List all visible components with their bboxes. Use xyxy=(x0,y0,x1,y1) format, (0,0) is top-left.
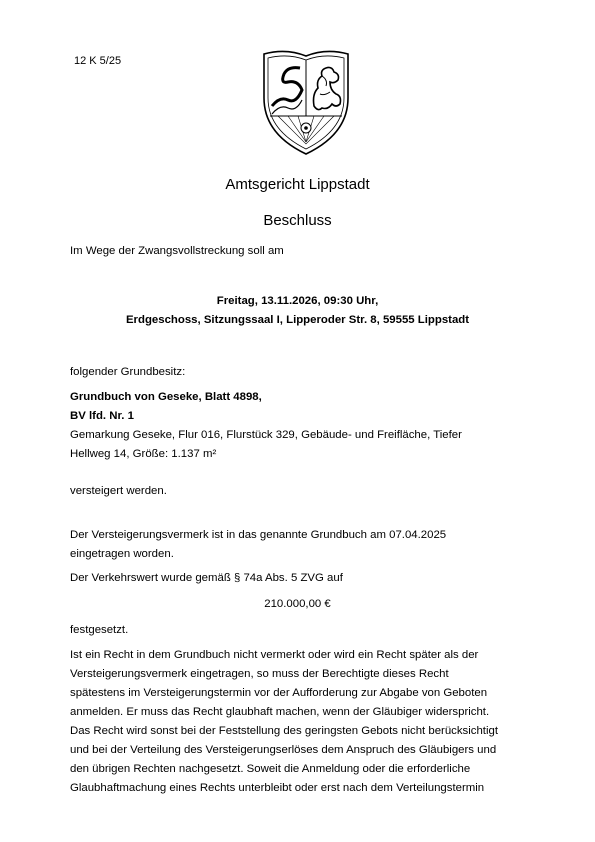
verkehrswert-amount: 210.000,00 € xyxy=(264,598,331,610)
coat-of-arms-icon xyxy=(258,46,354,158)
auction-datetime: Freitag, 13.11.2026, 09:30 Uhr, xyxy=(216,295,379,307)
bv-number: BV lfd. Nr. 1 xyxy=(70,410,134,422)
intro-text: Im Wege der Zwangsvollstreckung soll am xyxy=(70,245,284,257)
vermerk-line-2: eingetragen worden. xyxy=(70,548,174,560)
property-intro: folgender Grundbesitz: xyxy=(70,366,186,378)
vermerk-line-1: Der Versteigerungsvermerk ist in das genannte Grundbuch am 07.04.2025 xyxy=(70,529,447,541)
paragraph-line: anmelden. Er muss das Recht glaubhaft machen, wenn der Gläubiger widerspricht. xyxy=(70,706,490,718)
case-number: 12 K 5/25 xyxy=(74,55,122,67)
property-description xyxy=(70,388,540,464)
document-title: Beschluss xyxy=(263,212,332,229)
paragraph-line: Das Recht wird sonst bei der Feststellung des geringsten Gebots nicht berücksichtigt xyxy=(70,725,498,737)
grundbuch-entry: Grundbuch von Geseke, Blatt 4898, xyxy=(70,391,262,403)
vermerk-paragraph xyxy=(70,526,540,564)
paragraph-line: Versteigerungsvermerk eingetragen, so muss der Berechtigte dieses Recht xyxy=(70,668,449,680)
paragraph-line: Glaubhaftmachung eines Rechts unterbleibt oder erst nach dem Verteilungstermin xyxy=(70,782,485,794)
versteigert-text: versteigert werden. xyxy=(70,485,167,497)
auction-location: Erdgeschoss, Sitzungssaal I, Lipperoder Str. 8, 59555 Lippstadt xyxy=(125,314,470,326)
paragraph-line: Ist ein Recht in dem Grundbuch nicht vermerkt oder wird ein Recht später als der xyxy=(70,649,479,661)
rights-paragraph xyxy=(70,646,540,798)
festgesetzt-text: festgesetzt. xyxy=(70,624,129,636)
gemarkung-line-1: Gemarkung Geseke, Flur 016, Flurstück 329, Gebäude- und Freifläche, Tiefer xyxy=(70,429,462,441)
paragraph-line: den übrigen Rechten nachgesetzt. Soweit die Anmeldung oder die erforderliche xyxy=(70,763,471,775)
verkehrswert-text: Der Verkehrswert wurde gemäß § 74a Abs. 5 ZVG auf xyxy=(70,572,343,584)
paragraph-line: spätestens im Versteigerungstermin vor der Aufforderung zur Abgabe von Geboten xyxy=(70,687,488,699)
paragraph-line: und bei der Verteilung des Versteigerungserlöses dem Anspruch des Gläubigers und xyxy=(70,744,497,756)
court-name: Amtsgericht Lippstadt xyxy=(225,176,370,193)
auction-date-location xyxy=(0,292,595,330)
gemarkung-line-2: Hellweg 14, Größe: 1.137 m² xyxy=(70,448,217,460)
